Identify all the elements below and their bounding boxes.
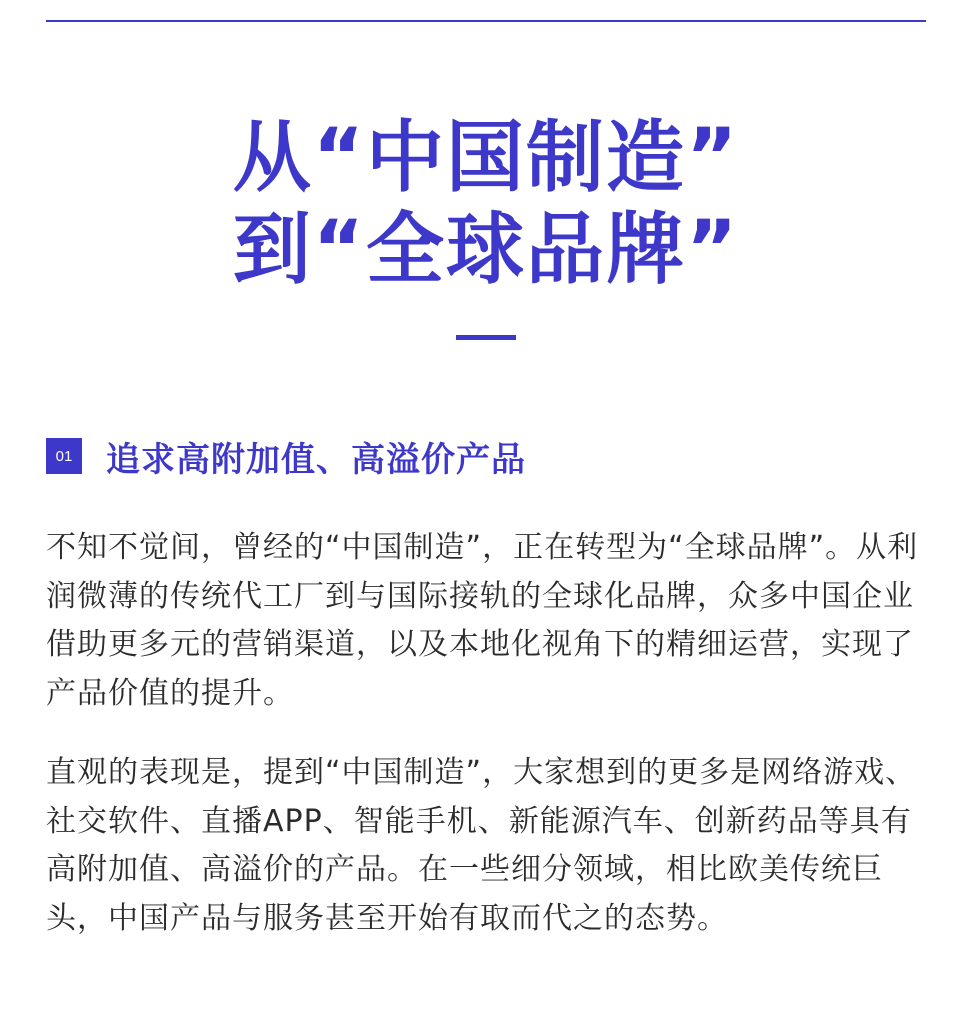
section-heading <box>46 434 526 478</box>
section-number-badge: 01 <box>46 438 82 474</box>
hero-title <box>0 112 972 296</box>
hero-title-line-1: 从“中国制造” <box>232 113 740 203</box>
body-paragraph-2: 直观的表现是，提到“中国制造”，大家想到的更多是网络游戏、社交软件、直播APP、智能手机、新能源汽车、创新药品等具有高附加值、高溢价的产品。在一些细分领域，相比欧美传统巨头，中国产品与服务甚至开始有取而代之的态势。 <box>46 755 917 936</box>
section-title: 追求高附加值、高溢价产品 <box>106 439 526 480</box>
body-paragraph-1: 不知不觉间，曾经的“中国制造”，正在转型为“全球品牌”。从利润微薄的传统代工厂到与国际接轨的全球化品牌，众多中国企业借助更多元的营销渠道，以及本地化视角下的精细运营，实现了产品价值的提升。 <box>46 530 919 711</box>
top-divider <box>46 20 926 22</box>
hero-title-line-2: 到“全球品牌” <box>232 205 740 295</box>
title-underline <box>456 335 516 340</box>
